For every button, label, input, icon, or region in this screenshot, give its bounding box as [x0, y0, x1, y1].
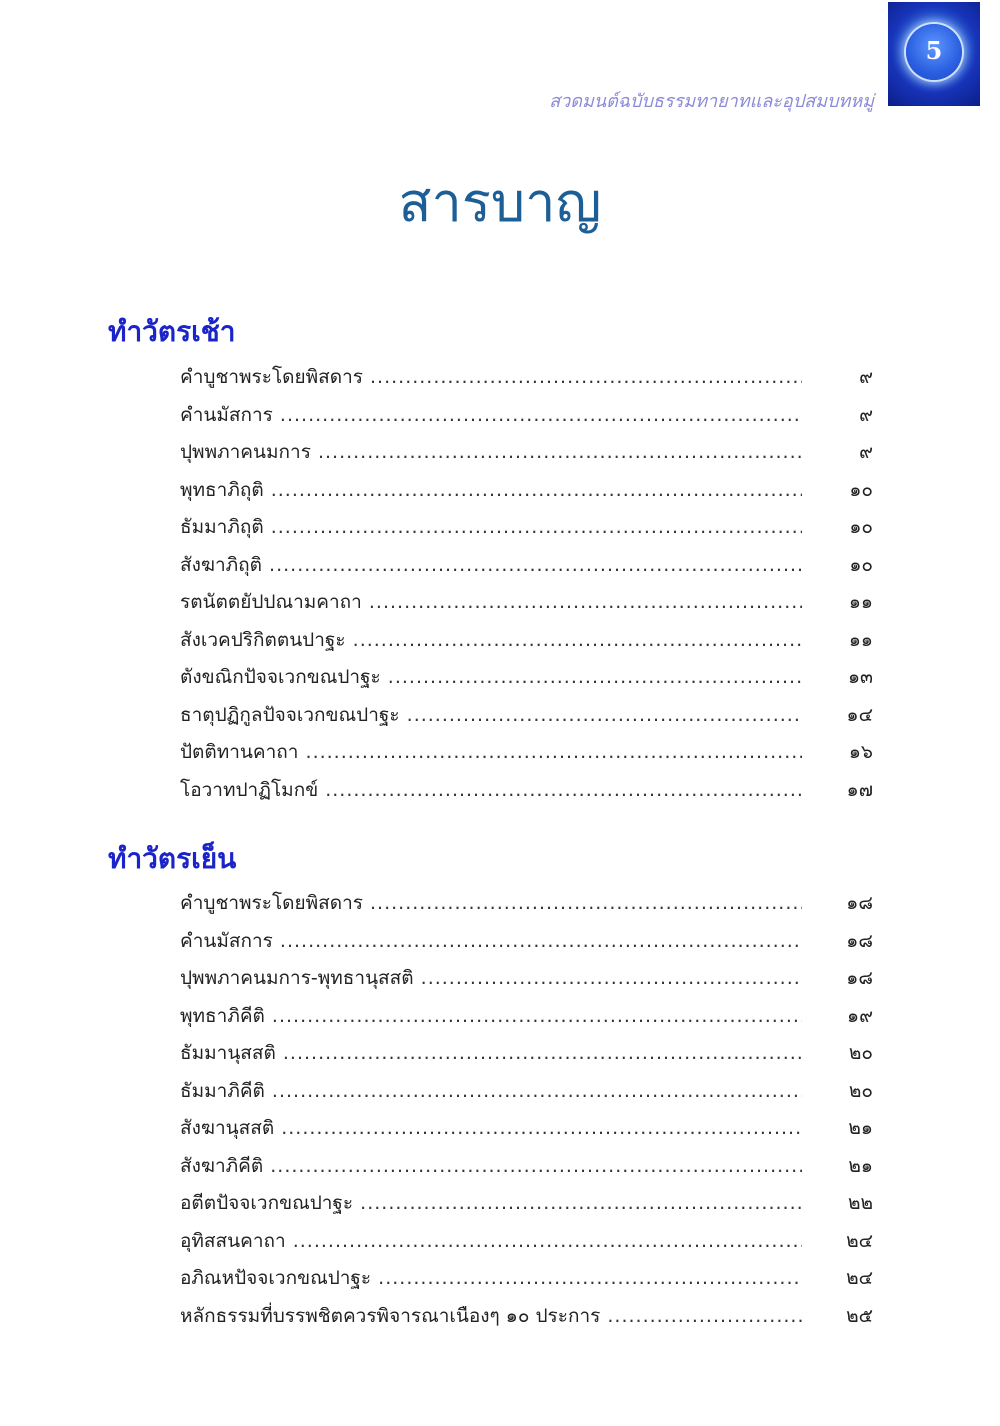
- toc-entry-label: ธัมมาภิคีติ .....: [180, 1074, 802, 1108]
- toc-entry-page: ๑๘: [846, 967, 873, 989]
- toc-entry-label: พุทธาภิถุติ .....: [180, 473, 802, 507]
- toc-entry-page: ๑๐: [849, 516, 873, 538]
- toc-entry-label: ปัตติทานคาถา .....: [180, 735, 802, 769]
- toc-entry-page: ๒๑: [848, 1117, 873, 1139]
- toc-entry-label: อตีตปัจจเวกขณปาฐะ .....: [180, 1186, 802, 1220]
- toc-entry-label: อุทิสสนคาถา .....: [180, 1224, 802, 1258]
- toc-entry-label: โอวาทปาฏิโมกข์ .....: [180, 773, 802, 807]
- toc-entry[interactable]: [180, 1299, 873, 1337]
- toc-entry-page: ๑๔: [846, 703, 873, 726]
- toc-entry-page: ๑๗: [846, 778, 873, 801]
- toc-entry-page: ๑๐: [849, 478, 873, 501]
- toc-entry-page: ๒๑: [848, 1154, 873, 1177]
- toc-entry[interactable]: [180, 510, 873, 548]
- toc-entry-label: คำนมัสการ .....: [180, 924, 802, 958]
- toc-entry-page: ๑๐: [849, 553, 873, 576]
- toc-entry-page: ๙: [859, 403, 873, 426]
- toc-entry-page: ๑๑: [848, 628, 873, 651]
- toc-list-evening: [180, 886, 873, 1336]
- toc-entry[interactable]: [180, 735, 873, 773]
- page-title: สารบาญ: [398, 171, 602, 234]
- toc-entry[interactable]: [180, 698, 873, 736]
- toc-entry[interactable]: [180, 398, 873, 436]
- toc-entry-label: คำบูชาพระโดยพิสดาร .....: [180, 360, 802, 394]
- section-heading-morning: ทำวัตรเช้า: [108, 315, 236, 348]
- toc-entry[interactable]: [180, 660, 873, 698]
- toc-entry[interactable]: [180, 548, 873, 586]
- toc-entry[interactable]: [180, 924, 873, 962]
- toc-entry-label: คำนมัสการ .....: [180, 398, 802, 432]
- toc-entry-label: สังฆานุสสติ .....: [180, 1111, 802, 1145]
- toc-entry-label: สังฆาภิถุติ .....: [180, 548, 802, 582]
- toc-entry[interactable]: [180, 1149, 873, 1187]
- toc-entry-page: ๒๐: [848, 1079, 873, 1102]
- toc-entry[interactable]: [180, 1261, 873, 1299]
- toc-entry-label: พุทธาภิคีติ .....: [180, 999, 802, 1033]
- toc-entry-page: ๒๒: [847, 1192, 873, 1214]
- toc-entry-page: ๒๔: [846, 1267, 873, 1289]
- toc-entry-page: ๙: [859, 441, 873, 463]
- running-title: สวดมนต์ฉบับธรรมทายาทและอุปสมบทหมู่: [549, 91, 874, 112]
- toc-entry[interactable]: [180, 961, 873, 999]
- toc-entry-label: อภิณหปัจจเวกขณปาฐะ .....: [180, 1261, 802, 1295]
- toc-entry[interactable]: [180, 999, 873, 1037]
- toc-entry-label: ธัมมาภิถุติ .....: [180, 510, 802, 544]
- toc-entry-label: ปุพพภาคนมการ-พุทธานุสสติ .....: [180, 961, 802, 995]
- toc-entry[interactable]: [180, 435, 873, 473]
- toc-entry[interactable]: [180, 1111, 873, 1149]
- toc-entry-page: ๑๑: [848, 591, 873, 613]
- toc-entry-page: ๒๔: [846, 1229, 873, 1252]
- toc-entry-label: ธาตุปฏิกูลปัจจเวกขณปาฐะ .....: [180, 698, 802, 732]
- toc-entry-label: ธัมมานุสสติ .....: [180, 1036, 802, 1070]
- toc-entry[interactable]: [180, 623, 873, 661]
- toc-entry[interactable]: [180, 1186, 873, 1224]
- toc-entry[interactable]: [180, 1224, 873, 1262]
- toc-entry-label: คำบูชาพระโดยพิสดาร .....: [180, 886, 802, 920]
- toc-entry-page: ๑๘: [846, 892, 873, 914]
- toc-entry-page: ๒๐: [848, 1042, 873, 1064]
- toc-entry-label: สังฆาภิคีติ .....: [180, 1149, 802, 1183]
- toc-entry[interactable]: [180, 585, 873, 623]
- section-heading-evening: ทำวัตรเย็น: [108, 842, 237, 875]
- toc-entry-page: ๑๓: [847, 666, 873, 688]
- toc-entry-label: หลักธรรมที่บรรพชิตควรพิจารณาเนืองๆ ๑๐ ประการ .....: [180, 1299, 802, 1333]
- toc-entry-page: ๑๙: [847, 1004, 873, 1027]
- toc-entry[interactable]: [180, 886, 873, 924]
- page-number: 5: [925, 36, 943, 65]
- toc-list-morning: [180, 360, 873, 810]
- toc-entry[interactable]: [180, 773, 873, 811]
- toc-entry-page: ๑๘: [846, 929, 873, 952]
- toc-entry-label: ปุพพภาคนมการ .....: [180, 435, 802, 469]
- toc-entry-label: สังเวคปริกิตตนปาฐะ .....: [180, 623, 802, 657]
- toc-entry-label: รตนัตตยัปปณามคาถา .....: [180, 585, 802, 619]
- page-number-badge: [888, 2, 980, 106]
- toc-entry-page: ๑๖: [848, 741, 873, 763]
- toc-entry[interactable]: [180, 360, 873, 398]
- toc-entry[interactable]: [180, 473, 873, 511]
- toc-entry[interactable]: [180, 1074, 873, 1112]
- toc-entry-page: ๒๕: [846, 1304, 873, 1327]
- toc-entry-label: ตังขณิกปัจจเวกขณปาฐะ .....: [180, 660, 802, 694]
- toc-entry-page: ๙: [859, 366, 873, 388]
- toc-entry[interactable]: [180, 1036, 873, 1074]
